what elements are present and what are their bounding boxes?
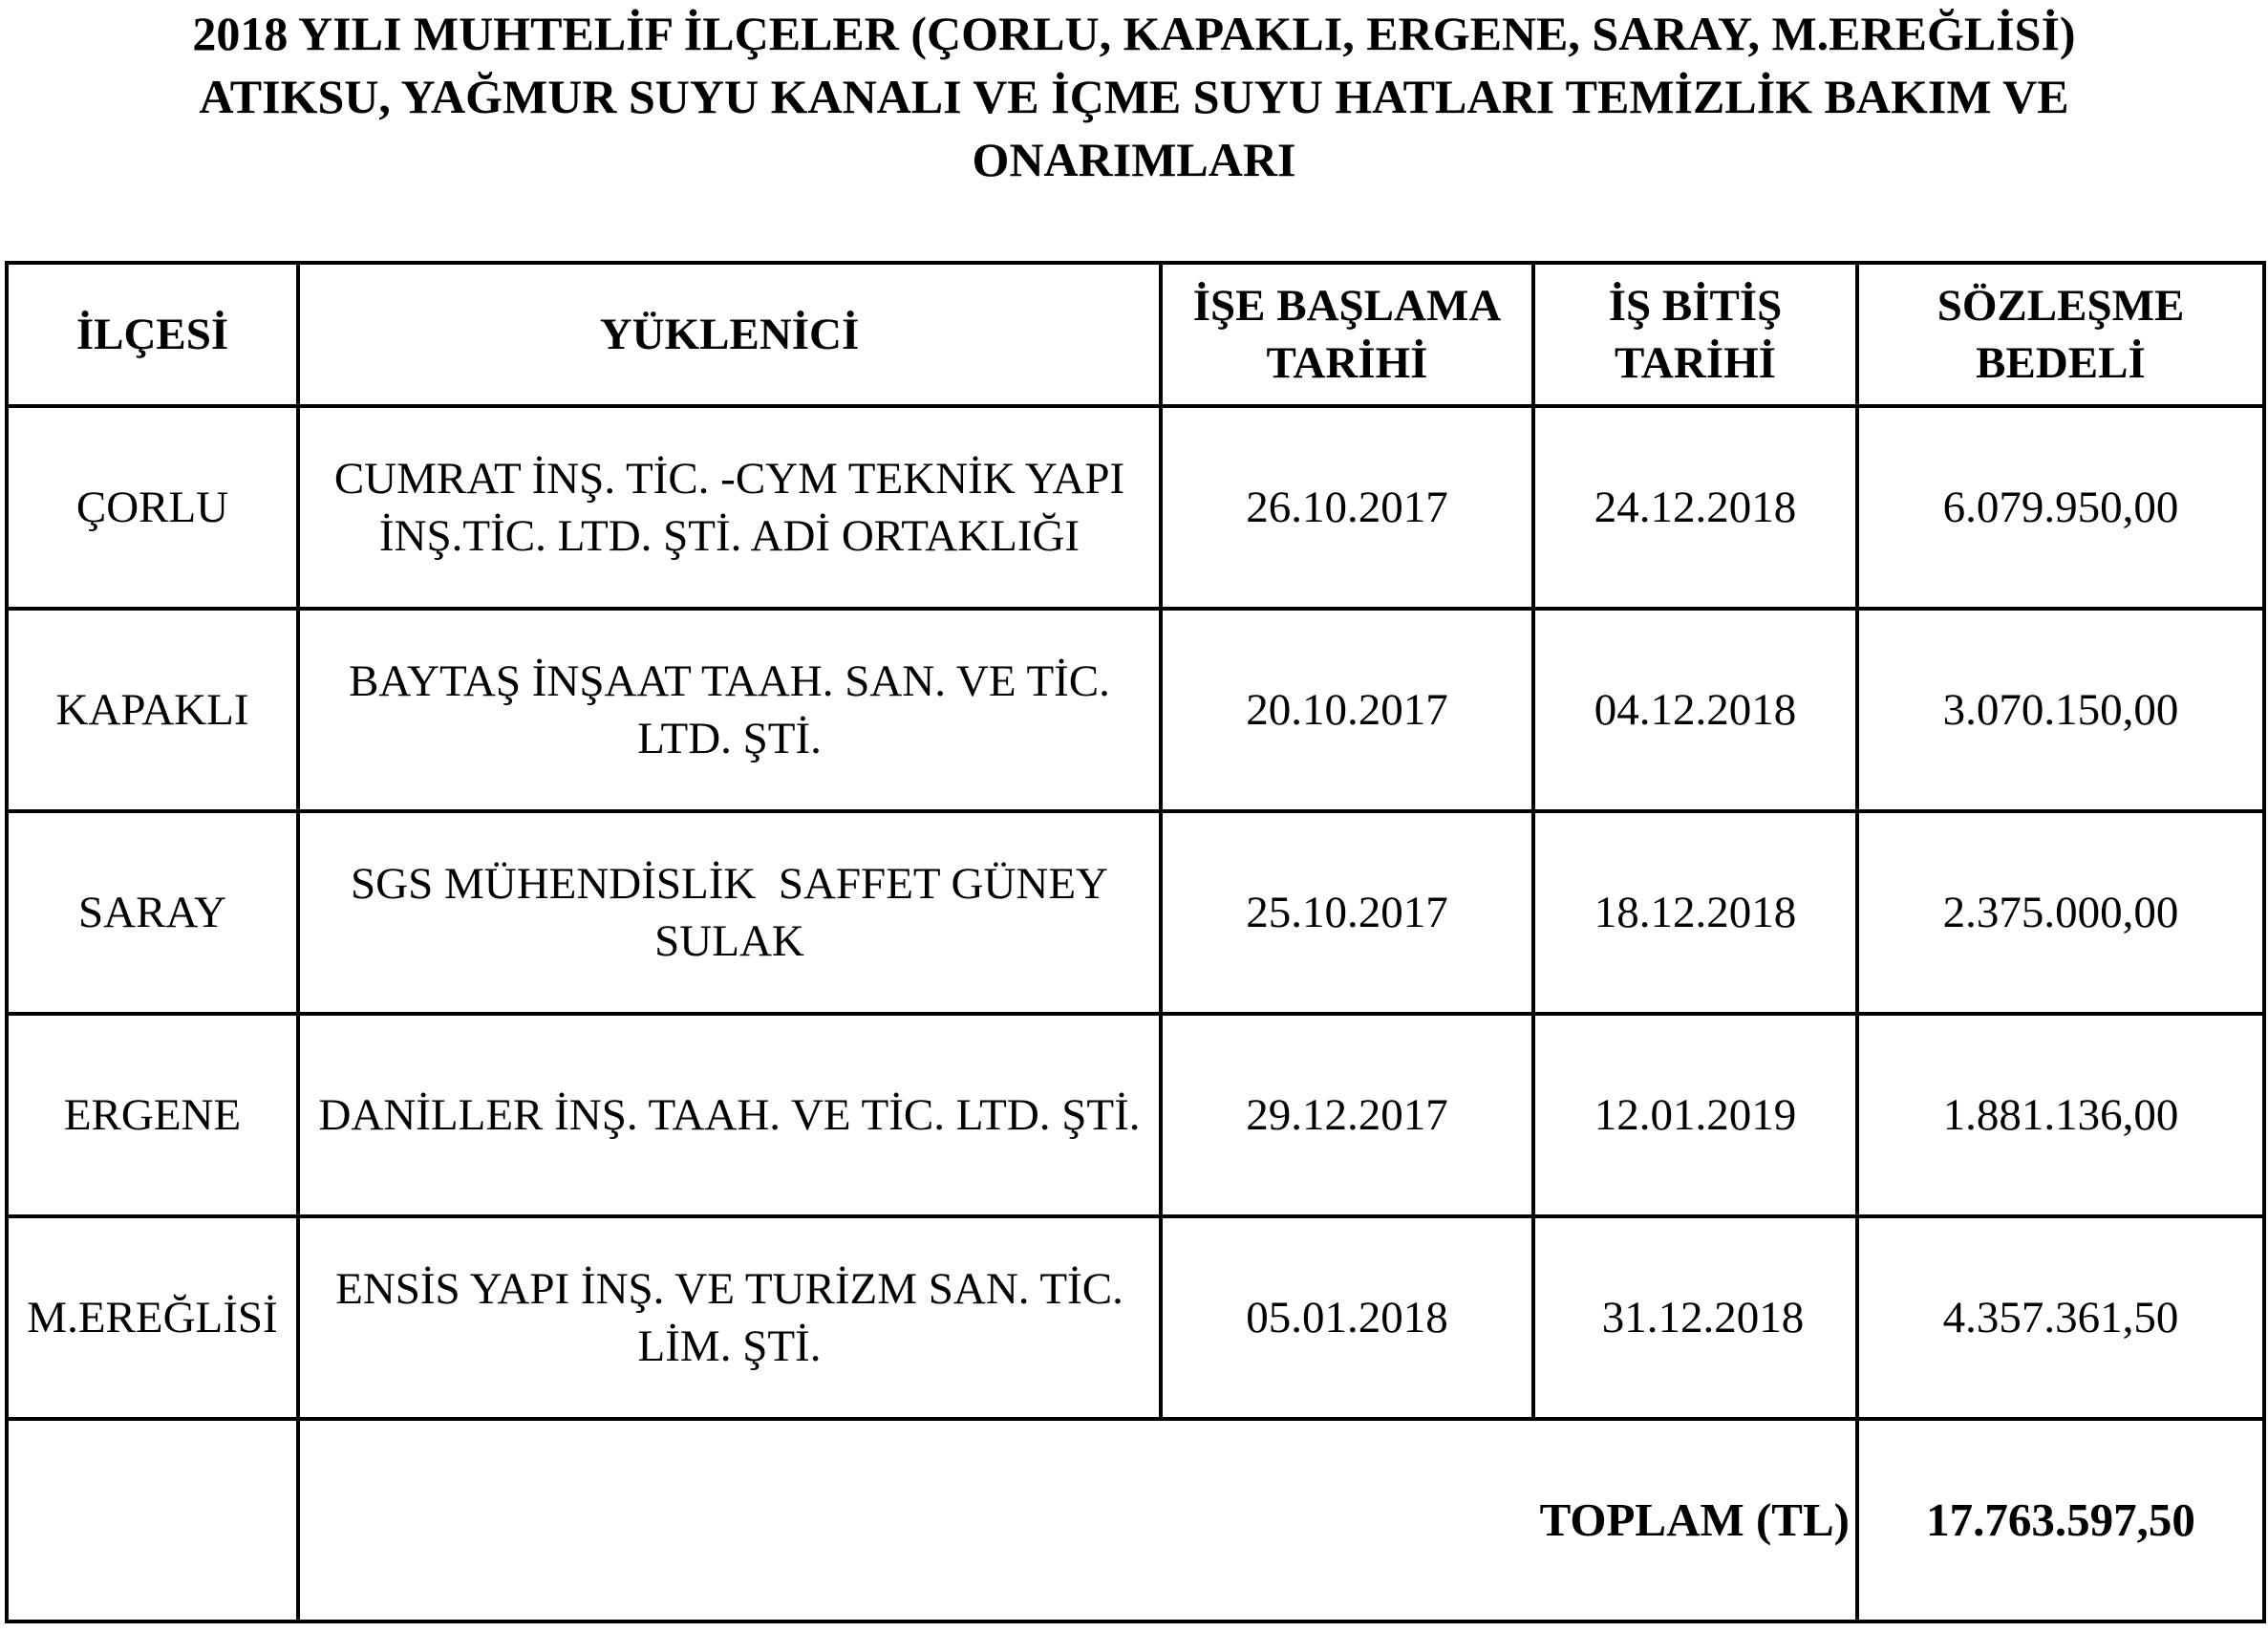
contractor-line-1: DANİLLER İNŞ. TAAH. VE TİC. LTD. ŞTİ. <box>318 1090 1141 1140</box>
contractor-line-2: LTD. ŞTİ. <box>637 714 822 763</box>
header-district-label: İLÇESİ <box>75 310 229 359</box>
contract-value-cell: 1.881.136,00 <box>1857 1014 2264 1216</box>
table-row <box>7 1014 2264 1216</box>
start-date-cell: 05.01.2018 <box>1161 1216 1533 1419</box>
table-row <box>7 609 2264 811</box>
table-row <box>7 1216 2264 1419</box>
district-cell: KAPAKLI <box>7 609 298 811</box>
start-date-cell: 20.10.2017 <box>1161 609 1533 811</box>
end-date-cell: 12.01.2019 <box>1533 1014 1857 1216</box>
contractor-cell <box>298 1014 1161 1216</box>
header-contract-value-line-1: SÖZLEŞME <box>1936 281 2185 331</box>
contractor-line-1: ENSİS YAPI İNŞ. VE TURİZM SAN. TİC. <box>335 1264 1123 1314</box>
contractor-line-2: SULAK <box>654 916 804 966</box>
contractor-line-1: CUMRAT İNŞ. TİC. -CYM TEKNİK YAPI <box>333 454 1125 504</box>
contractor-line-1: SGS MÜHENDİSLİK SAFFET GÜNEY <box>351 859 1108 909</box>
header-row <box>7 263 2264 406</box>
contract-value-cell: 3.070.150,00 <box>1857 609 2264 811</box>
contract-value-cell: 2.375.000,00 <box>1857 811 2264 1014</box>
total-empty-cell <box>7 1419 298 1621</box>
contracts-table <box>5 261 2266 1623</box>
header-start-date-line-2: TARİHİ <box>1266 338 1428 388</box>
table-row <box>7 811 2264 1014</box>
contractor-cell <box>298 1216 1161 1419</box>
header-start-date-line-1: İŞE BAŞLAMA <box>1192 281 1502 331</box>
header-end-date-line-2: TARİHİ <box>1615 338 1776 388</box>
header-contract-value-line-2: BEDELİ <box>1976 338 2146 388</box>
table-row <box>7 406 2264 609</box>
title-line-3: ONARIMLARI <box>972 133 1296 186</box>
start-date-cell: 29.12.2017 <box>1161 1014 1533 1216</box>
total-row <box>7 1419 2264 1621</box>
end-date-cell: 31.12.2018 <box>1533 1216 1857 1419</box>
district-cell: M.EREĞLİSİ <box>7 1216 298 1419</box>
title-line-2: ATIKSU, YAĞMUR SUYU KANALI VE İÇME SUYU HATLARI TEMİZLİK BAKIM VE <box>199 70 2069 123</box>
contract-value-cell: 6.079.950,00 <box>1857 406 2264 609</box>
header-district <box>7 263 298 406</box>
district-cell: ERGENE <box>7 1014 298 1216</box>
end-date-cell: 18.12.2018 <box>1533 811 1857 1014</box>
header-contractor <box>298 263 1161 406</box>
contract-value-cell: 4.357.361,50 <box>1857 1216 2264 1419</box>
district-cell: SARAY <box>7 811 298 1014</box>
contractor-cell <box>298 406 1161 609</box>
total-label: TOPLAM (TL) <box>298 1419 1857 1621</box>
start-date-cell: 26.10.2017 <box>1161 406 1533 609</box>
district-cell: ÇORLU <box>7 406 298 609</box>
document-title <box>57 2 2211 191</box>
contractor-line-2: LİM. ŞTİ. <box>637 1321 822 1371</box>
contractor-cell <box>298 609 1161 811</box>
header-start-date <box>1161 263 1533 406</box>
end-date-cell: 24.12.2018 <box>1533 406 1857 609</box>
header-end-date-line-1: İŞ BİTİŞ <box>1608 281 1783 331</box>
title-line-1: 2018 YILI MUHTELİF İLÇELER (ÇORLU, KAPAKLI, ERGENE, SARAY, M.EREĞLİSİ) <box>192 7 2076 60</box>
header-end-date <box>1533 263 1857 406</box>
end-date-cell: 04.12.2018 <box>1533 609 1857 811</box>
contractor-cell <box>298 811 1161 1014</box>
total-value: 17.763.597,50 <box>1857 1419 2264 1621</box>
start-date-cell: 25.10.2017 <box>1161 811 1533 1014</box>
contractor-line-1: BAYTAŞ İNŞAAT TAAH. SAN. VE TİC. <box>349 656 1110 706</box>
header-contractor-label: YÜKLENİCİ <box>599 310 860 359</box>
contractor-line-2: İNŞ.TİC. LTD. ŞTİ. ADİ ORTAKLIĞI <box>378 511 1081 561</box>
header-contract-value <box>1857 263 2264 406</box>
